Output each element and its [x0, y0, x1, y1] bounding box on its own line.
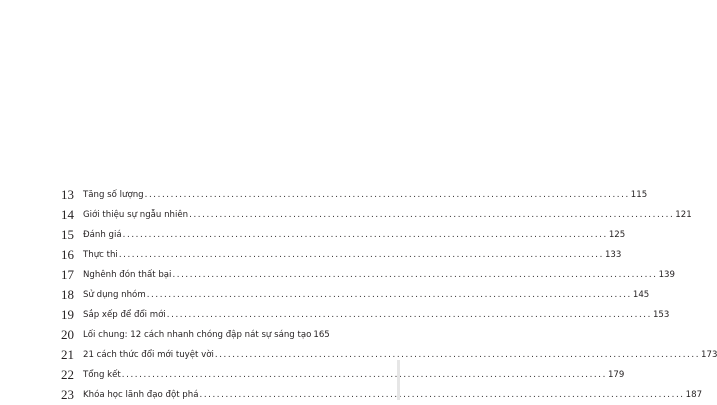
toc-entry	[0, 205, 692, 225]
dot-leader	[123, 225, 608, 245]
chapter-entry	[83, 185, 648, 205]
chapter-title: Sử dụng nhóm	[83, 290, 146, 300]
chapter-entry	[83, 245, 622, 265]
dot-leader	[172, 265, 657, 285]
chapter-number: 21	[61, 347, 74, 362]
dot-leader	[119, 245, 604, 265]
chapter-entry	[83, 385, 703, 405]
chapter-title: Tổng kết	[83, 370, 121, 380]
chapter-number: 19	[61, 307, 74, 322]
toc-entry	[0, 225, 626, 245]
toc-entry	[0, 385, 703, 405]
page-number: 179	[607, 370, 625, 380]
page-number: 115	[630, 190, 648, 200]
toc-entry	[0, 305, 670, 325]
chapter-entry	[83, 305, 670, 325]
dot-leader	[147, 285, 632, 305]
toc-entry	[0, 285, 650, 305]
page-edge-shadow	[397, 360, 400, 400]
page-number: 165	[313, 330, 330, 340]
chapter-number: 20	[61, 327, 74, 342]
chapter-number: 13	[61, 187, 74, 202]
page-number: 145	[632, 290, 650, 300]
chapter-number: 22	[61, 367, 74, 382]
dot-leader	[189, 205, 674, 225]
chapter-title: Thực thi	[83, 250, 118, 260]
dot-leader	[167, 305, 652, 325]
page-number: 125	[608, 230, 626, 240]
chapter-title: Giới thiệu sự ngẫu nhiên	[83, 210, 189, 220]
chapter-entry	[83, 265, 675, 285]
dot-leader	[199, 385, 684, 405]
chapter-entry	[83, 365, 625, 385]
toc-entry	[0, 345, 717, 365]
chapter-title: Lối chung: 12 cách nhanh chóng đập nát sự sáng tạo	[83, 330, 312, 340]
page-number: 153	[652, 310, 670, 320]
dot-leader	[215, 345, 700, 365]
chapter-title: Khóa học lãnh đạo đột phá	[83, 390, 199, 400]
toc-entry	[0, 245, 622, 265]
chapter-title: Nghênh đón thất bại	[83, 270, 172, 280]
chapter-number: 17	[61, 267, 74, 282]
chapter-number: 14	[61, 207, 74, 222]
chapter-entry	[83, 205, 692, 225]
page-number: 133	[604, 250, 622, 260]
toc-entry	[0, 265, 675, 285]
toc-entry	[0, 325, 400, 345]
page-number: 173	[701, 350, 717, 360]
chapter-title: Sắp xếp để đổi mới	[83, 310, 166, 320]
dot-leader	[145, 185, 630, 205]
chapter-title: 21 cách thức đổi mới tuyệt vời	[83, 350, 214, 360]
page-number: 121	[675, 210, 692, 220]
chapter-title: Đánh giá	[83, 230, 122, 240]
chapter-number: 23	[61, 387, 74, 402]
toc-entry	[0, 185, 648, 205]
page-number: 139	[658, 270, 675, 280]
chapter-entry	[83, 345, 717, 365]
chapter-entry	[83, 325, 330, 345]
page-number: 187	[685, 390, 703, 400]
chapter-title: Tăng số lượng	[83, 190, 144, 200]
dot-leader	[122, 365, 607, 385]
chapter-entry	[83, 225, 626, 245]
chapter-number: 15	[61, 227, 74, 242]
chapter-number: 18	[61, 287, 74, 302]
toc-entry	[0, 365, 625, 385]
chapter-number: 16	[61, 247, 74, 262]
chapter-entry	[83, 285, 650, 305]
